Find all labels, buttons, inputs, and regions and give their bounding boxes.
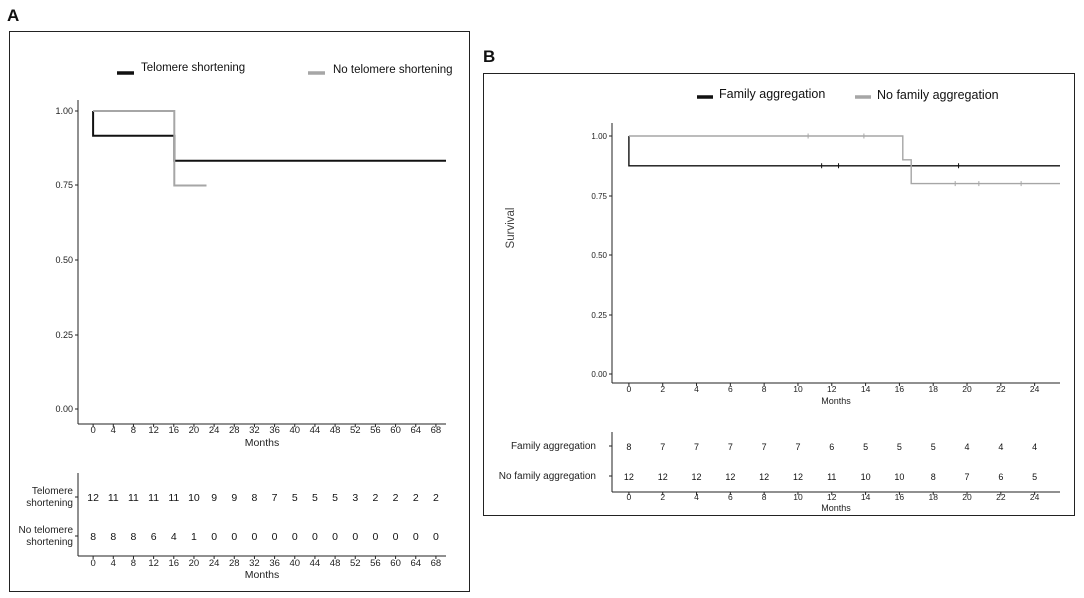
risk-table-value: 8 bbox=[90, 531, 97, 543]
panel-b-chart bbox=[499, 87, 1060, 513]
risk-x-tick-label: 22 bbox=[996, 492, 1006, 502]
risk-table-value: 0 bbox=[312, 531, 318, 543]
legend-label: Family aggregation bbox=[719, 87, 826, 101]
legend-label: Telomere shortening bbox=[141, 62, 246, 74]
risk-x-tick-label: 10 bbox=[793, 492, 803, 502]
risk-table-value: 5 bbox=[312, 492, 318, 504]
series-line-second bbox=[629, 136, 1060, 184]
risk-table-value: 5 bbox=[291, 492, 298, 504]
y-tick-label: 0.00 bbox=[55, 404, 73, 414]
risk-table-value: 6 bbox=[829, 442, 835, 452]
risk-x-tick-label: 8 bbox=[761, 492, 767, 502]
risk-table-value: 0 bbox=[392, 531, 399, 543]
risk-x-tick-label: 20 bbox=[188, 558, 200, 569]
risk-x-tick-label: 6 bbox=[727, 492, 733, 502]
risk-table-value: 5 bbox=[332, 492, 339, 504]
risk-table-value: 5 bbox=[930, 442, 936, 452]
risk-table-value: 0 bbox=[251, 531, 258, 543]
risk-table-value: 0 bbox=[211, 531, 218, 543]
risk-table-value: 5 bbox=[1032, 472, 1038, 482]
risk-table-value: 7 bbox=[964, 472, 970, 482]
risk-table-value: 12 bbox=[725, 472, 736, 482]
risk-table-value: 0 bbox=[352, 531, 359, 543]
risk-table-value: 9 bbox=[211, 492, 218, 504]
risk-table-value: 12 bbox=[759, 472, 770, 482]
risk-table-value: 2 bbox=[412, 492, 419, 504]
x-tick-label: 44 bbox=[309, 425, 321, 436]
y-tick-label: 0.00 bbox=[591, 370, 607, 379]
x-tick-label: 36 bbox=[269, 425, 280, 436]
x-tick-label: 14 bbox=[860, 384, 871, 394]
risk-table-value: 12 bbox=[87, 492, 99, 504]
x-tick-label: 12 bbox=[148, 425, 159, 436]
x-tick-label: 16 bbox=[168, 425, 180, 436]
risk-row-label bbox=[511, 441, 596, 452]
x-tick-label: 40 bbox=[289, 425, 301, 436]
x-tick-label: 48 bbox=[329, 425, 341, 436]
series-line-first bbox=[93, 111, 446, 161]
risk-table-value: 3 bbox=[352, 492, 359, 504]
risk-table-value: 7 bbox=[727, 442, 733, 452]
risk-row-label-line: No telomere bbox=[18, 525, 73, 536]
risk-x-tick-label: 0 bbox=[90, 558, 96, 569]
risk-table-value: 11 bbox=[168, 492, 180, 504]
risk-table-value: 1 bbox=[191, 531, 197, 543]
risk-table-value: 7 bbox=[795, 442, 801, 452]
x-tick-label: 8 bbox=[761, 384, 767, 394]
risk-table-value: 0 bbox=[372, 531, 379, 543]
x-tick-label: 10 bbox=[793, 384, 803, 394]
risk-x-tick-label: 56 bbox=[370, 558, 381, 569]
risk-table-value: 4 bbox=[1032, 442, 1038, 452]
risk-x-tick-label: 8 bbox=[130, 558, 137, 569]
risk-table-value: 10 bbox=[860, 472, 871, 482]
risk-table-value: 4 bbox=[170, 531, 177, 543]
risk-x-axis-title: Months bbox=[244, 569, 280, 581]
risk-row-label bbox=[19, 525, 74, 548]
risk-x-tick-label: 40 bbox=[289, 558, 301, 569]
risk-table-value: 8 bbox=[130, 531, 137, 543]
risk-x-tick-label: 36 bbox=[269, 558, 280, 569]
risk-table-value: 2 bbox=[392, 492, 399, 504]
x-tick-label: 18 bbox=[928, 384, 938, 394]
x-tick-label: 6 bbox=[727, 384, 733, 394]
x-tick-label: 24 bbox=[1029, 384, 1040, 394]
risk-x-axis-title: Months bbox=[821, 503, 851, 513]
risk-row-label-line: No family aggregation bbox=[498, 471, 596, 482]
x-tick-label: 0 bbox=[90, 425, 96, 436]
risk-table-value: 9 bbox=[231, 492, 238, 504]
risk-table-value: 11 bbox=[127, 492, 139, 504]
risk-x-tick-label: 24 bbox=[1029, 492, 1040, 502]
risk-row-label-line: Telomere bbox=[31, 486, 73, 497]
risk-table-value: 12 bbox=[691, 472, 702, 482]
y-tick-label: 1.00 bbox=[55, 106, 73, 116]
y-tick-label: 0.25 bbox=[55, 330, 73, 340]
risk-table-value: 0 bbox=[412, 531, 419, 543]
x-tick-label: 24 bbox=[208, 425, 220, 436]
risk-table-value: 0 bbox=[332, 531, 339, 543]
risk-x-tick-label: 28 bbox=[228, 558, 240, 569]
risk-x-tick-label: 14 bbox=[860, 492, 871, 502]
risk-table-value: 7 bbox=[271, 492, 278, 504]
x-tick-label: 68 bbox=[430, 425, 442, 436]
x-tick-label: 64 bbox=[410, 425, 422, 436]
legend-label: No telomere shortening bbox=[333, 64, 453, 76]
risk-x-tick-label: 12 bbox=[148, 558, 159, 569]
x-axis-title: Months bbox=[821, 396, 851, 406]
risk-table-value: 10 bbox=[188, 492, 200, 504]
risk-table-value: 7 bbox=[761, 442, 767, 452]
risk-table-value: 2 bbox=[372, 492, 379, 504]
x-tick-label: 20 bbox=[962, 384, 972, 394]
risk-table-value: 11 bbox=[107, 492, 119, 504]
risk-table-value: 11 bbox=[827, 472, 837, 482]
y-tick-label: 0.75 bbox=[591, 192, 607, 201]
risk-x-tick-label: 52 bbox=[349, 558, 361, 569]
x-tick-label: 8 bbox=[130, 425, 137, 436]
risk-x-tick-label: 12 bbox=[827, 492, 837, 502]
x-tick-label: 60 bbox=[390, 425, 401, 436]
x-tick-label: 4 bbox=[110, 425, 116, 436]
y-tick-label: 0.50 bbox=[55, 255, 73, 265]
x-tick-label: 22 bbox=[996, 384, 1006, 394]
risk-x-tick-label: 24 bbox=[208, 558, 220, 569]
risk-x-tick-label: 4 bbox=[694, 492, 699, 502]
risk-table-value: 8 bbox=[110, 531, 117, 543]
risk-table-value: 5 bbox=[896, 442, 902, 452]
risk-table-value: 12 bbox=[623, 472, 634, 482]
panel-letter-a: A bbox=[7, 6, 20, 25]
x-tick-label: 52 bbox=[349, 425, 361, 436]
risk-table-value: 0 bbox=[432, 531, 439, 543]
risk-x-tick-label: 18 bbox=[928, 492, 938, 502]
x-tick-label: 2 bbox=[660, 384, 666, 394]
series-line-second bbox=[93, 111, 206, 186]
risk-table-value: 6 bbox=[998, 472, 1004, 482]
risk-x-tick-label: 64 bbox=[410, 558, 422, 569]
risk-row-label-line: shortening bbox=[26, 498, 73, 509]
risk-row-label bbox=[26, 486, 73, 509]
x-tick-label: 0 bbox=[626, 384, 632, 394]
y-tick-label: 0.25 bbox=[591, 311, 607, 320]
risk-table-value: 4 bbox=[964, 442, 970, 452]
y-tick-label: 1.00 bbox=[591, 132, 607, 141]
x-tick-label: 56 bbox=[370, 425, 381, 436]
risk-x-tick-label: 20 bbox=[962, 492, 972, 502]
risk-table-value: 6 bbox=[150, 531, 157, 543]
risk-table-value: 7 bbox=[660, 442, 666, 452]
risk-x-tick-label: 32 bbox=[249, 558, 260, 569]
risk-x-tick-label: 4 bbox=[110, 558, 116, 569]
y-axis-title: Survival bbox=[505, 207, 517, 249]
panel-letter-b: B bbox=[483, 47, 496, 66]
risk-x-tick-label: 2 bbox=[660, 492, 666, 502]
x-tick-label: 12 bbox=[827, 384, 837, 394]
risk-table-value: 0 bbox=[291, 531, 298, 543]
x-tick-label: 16 bbox=[894, 384, 905, 394]
risk-table-value: 11 bbox=[148, 492, 160, 504]
risk-table-value: 4 bbox=[998, 442, 1004, 452]
legend-label: No family aggregation bbox=[877, 88, 999, 102]
risk-row-label bbox=[499, 471, 596, 482]
panel-a-chart bbox=[19, 62, 453, 581]
risk-table-value: 8 bbox=[251, 492, 258, 504]
risk-table-value: 2 bbox=[432, 492, 439, 504]
series-line-first bbox=[629, 136, 1060, 166]
risk-x-tick-label: 60 bbox=[390, 558, 401, 569]
risk-x-tick-label: 48 bbox=[329, 558, 341, 569]
risk-x-tick-label: 68 bbox=[430, 558, 442, 569]
risk-table-value: 7 bbox=[694, 442, 700, 452]
risk-table-value: 0 bbox=[271, 531, 278, 543]
risk-row-label-line: shortening bbox=[26, 537, 73, 548]
risk-row-label-line: Family aggregation bbox=[510, 441, 596, 452]
risk-x-tick-label: 16 bbox=[894, 492, 905, 502]
x-tick-label: 20 bbox=[188, 425, 200, 436]
risk-table-value: 8 bbox=[930, 472, 936, 482]
risk-table-value: 12 bbox=[657, 472, 668, 482]
y-tick-label: 0.75 bbox=[55, 180, 73, 190]
risk-table-value: 10 bbox=[894, 472, 905, 482]
risk-table-value: 8 bbox=[626, 442, 632, 452]
x-tick-label: 4 bbox=[694, 384, 699, 394]
risk-table-value: 0 bbox=[231, 531, 238, 543]
risk-table-value: 12 bbox=[792, 472, 803, 482]
x-axis-title: Months bbox=[244, 437, 280, 449]
x-tick-label: 28 bbox=[228, 425, 240, 436]
risk-x-tick-label: 44 bbox=[309, 558, 321, 569]
risk-x-tick-label: 0 bbox=[626, 492, 632, 502]
x-tick-label: 32 bbox=[249, 425, 260, 436]
risk-table-value: 5 bbox=[863, 442, 869, 452]
y-tick-label: 0.50 bbox=[591, 251, 607, 260]
risk-x-tick-label: 16 bbox=[168, 558, 180, 569]
